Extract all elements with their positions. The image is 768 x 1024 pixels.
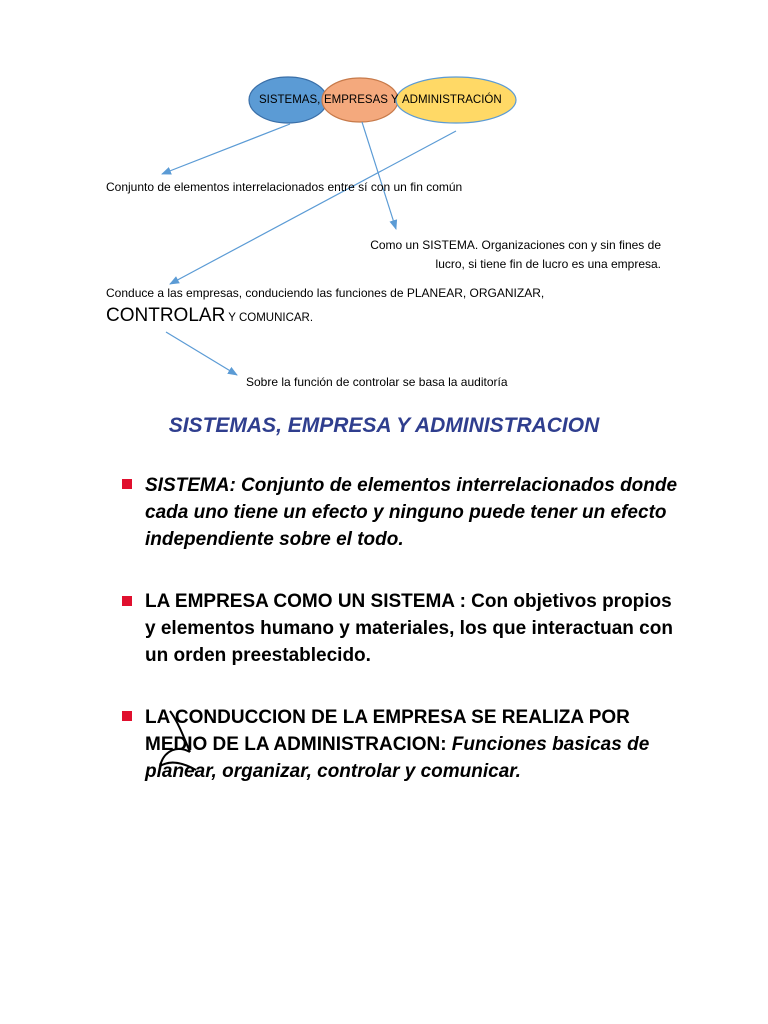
- control-note: Sobre la función de controlar se basa la auditoría: [246, 375, 508, 389]
- admin-note-rest: Y COMUNICAR.: [225, 312, 314, 324]
- arrow-to-sistema-def: [162, 124, 290, 174]
- bullet-conduccion-tail: Funciones basicas de planear, organizar, controlar y comunicar.: [145, 734, 650, 782]
- arrow-to-control-note: [166, 332, 237, 375]
- bullet-marker-3: [122, 711, 132, 721]
- bullet-conduccion: [145, 704, 685, 785]
- bullet-sistema-lead: SISTEMA:: [145, 475, 236, 496]
- bullet-sistema: [145, 472, 685, 553]
- empresa-note-line1: Como un SISTEMA. Organizaciones con y sin fines de: [370, 238, 661, 252]
- bullet-sistema-text: Conjunto de elementos interrelacionados donde cada uno tiene un efecto y ninguno puede tener un efecto independiente sobre el todo.: [145, 475, 678, 550]
- bullet-marker-1: [122, 479, 132, 489]
- oval-label-sistemas: SISTEMAS,: [259, 94, 321, 106]
- arrow-to-empresa-note: [362, 122, 396, 229]
- admin-note-line2: [106, 305, 314, 326]
- admin-note-line1: Conduce a las empresas, conduciendo las funciones de PLANEAR, ORGANIZAR,: [106, 286, 545, 300]
- oval-label-administracion: ADMINISTRACIÓN: [402, 94, 502, 106]
- admin-note-controlar: CONTROLAR: [106, 305, 226, 326]
- empresa-note-line2: lucro, si tiene fin de lucro es una empresa.: [435, 257, 661, 271]
- bullet-empresa: [145, 588, 685, 669]
- bullet-conduccion-text: LA CONDUCCION DE LA EMPRESA SE REALIZA POR MEDIO DE LA ADMINISTRACION:: [145, 707, 630, 755]
- bullet-marker-2: [122, 596, 132, 606]
- sistema-definition: Conjunto de elementos interrelacionados entre sí con un fin común: [106, 180, 463, 194]
- slide-title: SISTEMAS, EMPRESA Y ADMINISTRACION: [168, 414, 600, 437]
- oval-label-empresas: EMPRESAS Y: [324, 94, 399, 106]
- bullet-empresa-text: LA EMPRESA COMO UN SISTEMA : Con objetivos propios y elementos humano y materiales, los que interactuan con un orden preestablecido.: [145, 591, 673, 666]
